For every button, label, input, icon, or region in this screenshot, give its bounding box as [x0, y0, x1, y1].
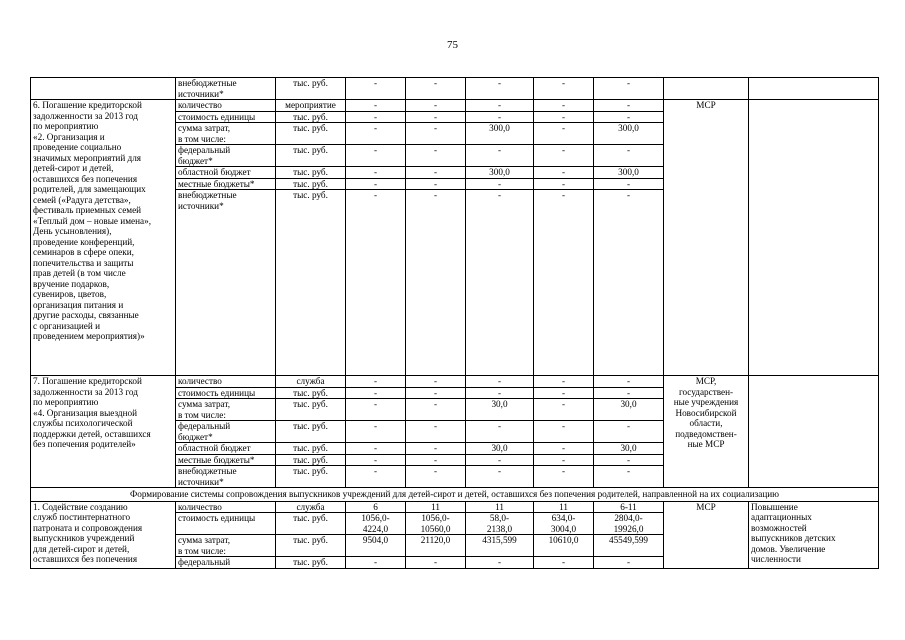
value-cell: -: [534, 78, 594, 100]
value-cell: 11: [534, 501, 594, 513]
value-cell: -: [406, 78, 466, 100]
value-cell: 10610,0: [534, 535, 594, 557]
value-cell: 9504,0: [346, 535, 406, 557]
value-cell: -: [346, 557, 406, 569]
value-cell: -: [466, 454, 534, 466]
value-cell: -: [594, 145, 664, 167]
value-cell: -: [406, 178, 466, 190]
value-cell: -: [406, 387, 466, 399]
table-row: [31, 501, 879, 513]
unit-cell: тыс. руб.: [276, 178, 346, 190]
indicator-cell: стоимость единицы: [176, 513, 276, 535]
program-activities-table: [30, 77, 879, 569]
value-cell: -: [534, 167, 594, 179]
value-cell: 6-11: [594, 501, 664, 513]
indicator-cell: стоимость единицы: [176, 111, 276, 123]
indicator-cell: местные бюджеты*: [176, 454, 276, 466]
value-cell: -: [346, 100, 406, 112]
table-row: [31, 376, 879, 388]
result-cell: [749, 376, 879, 488]
value-cell: -: [594, 387, 664, 399]
value-cell: -: [346, 178, 406, 190]
value-cell: 21120,0: [406, 535, 466, 557]
value-cell: -: [466, 466, 534, 488]
value-cell: -: [466, 387, 534, 399]
indicator-cell: внебюджетные источники*: [176, 466, 276, 488]
value-cell: -: [534, 376, 594, 388]
value-cell: 11: [466, 501, 534, 513]
value-cell: -: [534, 111, 594, 123]
value-cell: 30,0: [594, 399, 664, 421]
value-cell: -: [594, 466, 664, 488]
value-cell: -: [406, 454, 466, 466]
value-cell: 30,0: [594, 443, 664, 455]
value-cell: 6: [346, 501, 406, 513]
value-cell: 300,0: [594, 123, 664, 145]
value-cell: 11: [406, 501, 466, 513]
result-cell: [749, 78, 879, 100]
value-cell: -: [534, 190, 594, 376]
indicator-cell: сумма затрат, в том числе:: [176, 399, 276, 421]
unit-cell: тыс. руб.: [276, 78, 346, 100]
value-cell: -: [466, 557, 534, 569]
value-cell: 4315,599: [466, 535, 534, 557]
unit-cell: тыс. руб.: [276, 387, 346, 399]
table-row: [31, 78, 879, 100]
value-cell: -: [406, 399, 466, 421]
value-cell: -: [346, 466, 406, 488]
value-cell: -: [594, 557, 664, 569]
value-cell: -: [346, 78, 406, 100]
value-cell: -: [534, 123, 594, 145]
indicator-cell: количество: [176, 100, 276, 112]
value-cell: -: [594, 78, 664, 100]
value-cell: -: [594, 178, 664, 190]
indicator-cell: внебюджетные источники*: [176, 190, 276, 376]
value-cell: -: [594, 376, 664, 388]
value-cell: 58,0- 2138,0: [466, 513, 534, 535]
value-cell: -: [466, 190, 534, 376]
activity-name-cell: 6. Погашение кредиторской задолженности за 2013 год по мероприятию «2. Организация и проведение социально значимых мероприятий для детей-сирот и детей, оставшихся без попечения родителей, для замещающих семей («Радуга детства», фестиваль приемных семей «Теплый дом – новые имена», День усыновления), проведение конференций, семинаров в сфере опеки, попечительства и защиты прав детей (в том числе вручение подарков, сувениров, цветов, организация питания и другие расходы, связанные с организацией и проведением мероприятия)»: [31, 100, 176, 376]
value-cell: -: [406, 100, 466, 112]
unit-cell: тыс. руб.: [276, 466, 346, 488]
indicator-cell: федеральный бюджет*: [176, 145, 276, 167]
unit-cell: тыс. руб.: [276, 399, 346, 421]
indicator-cell: количество: [176, 376, 276, 388]
table-row: [31, 100, 879, 112]
value-cell: -: [466, 111, 534, 123]
value-cell: -: [346, 123, 406, 145]
value-cell: 1056,0- 10560,0: [406, 513, 466, 535]
indicator-cell: федеральный: [176, 557, 276, 569]
result-cell: [749, 100, 879, 376]
value-cell: -: [534, 557, 594, 569]
executor-cell: МСР: [664, 501, 749, 568]
indicator-cell: внебюджетные источники*: [176, 78, 276, 100]
value-cell: -: [346, 376, 406, 388]
indicator-cell: сумма затрат, в том числе:: [176, 123, 276, 145]
result-cell: Повышение адаптационных возможностей выпускников детских домов. Увеличение численности: [749, 501, 879, 568]
value-cell: -: [406, 557, 466, 569]
unit-cell: тыс. руб.: [276, 454, 346, 466]
value-cell: 1056,0- 4224,0: [346, 513, 406, 535]
value-cell: -: [406, 190, 466, 376]
value-cell: -: [406, 421, 466, 443]
value-cell: 634,0- 3004,0: [534, 513, 594, 535]
value-cell: 30,0: [466, 443, 534, 455]
value-cell: -: [594, 190, 664, 376]
value-cell: -: [594, 111, 664, 123]
value-cell: -: [534, 466, 594, 488]
value-cell: 2804,0- 19926,0: [594, 513, 664, 535]
value-cell: 300,0: [594, 167, 664, 179]
value-cell: -: [346, 399, 406, 421]
unit-cell: тыс. руб.: [276, 535, 346, 557]
value-cell: -: [534, 145, 594, 167]
value-cell: -: [466, 376, 534, 388]
unit-cell: тыс. руб.: [276, 513, 346, 535]
indicator-cell: областной бюджет: [176, 167, 276, 179]
value-cell: -: [534, 178, 594, 190]
executor-cell: МСР, государствен- ные учреждения Новосибирской области, подведомствен- ные МСР: [664, 376, 749, 488]
value-cell: -: [594, 454, 664, 466]
section-header-row: [31, 488, 879, 502]
page-number: 75: [447, 39, 458, 51]
executor-cell: [664, 78, 749, 100]
unit-cell: тыс. руб.: [276, 557, 346, 569]
value-cell: -: [406, 145, 466, 167]
value-cell: 30,0: [466, 399, 534, 421]
unit-cell: тыс. руб.: [276, 190, 346, 376]
unit-cell: тыс. руб.: [276, 123, 346, 145]
indicator-cell: количество: [176, 501, 276, 513]
value-cell: -: [346, 421, 406, 443]
value-cell: -: [534, 100, 594, 112]
unit-cell: тыс. руб.: [276, 443, 346, 455]
executor-cell: МСР: [664, 100, 749, 376]
value-cell: -: [466, 421, 534, 443]
unit-cell: тыс. руб.: [276, 421, 346, 443]
unit-cell: тыс. руб.: [276, 145, 346, 167]
indicator-cell: стоимость единицы: [176, 387, 276, 399]
unit-cell: тыс. руб.: [276, 167, 346, 179]
value-cell: -: [406, 123, 466, 145]
value-cell: -: [534, 421, 594, 443]
activity-name-cell: 7. Погашение кредиторской задолженности за 2013 год по мероприятию «4. Организация выездной службы психологической поддержки детей, оставшихся без попечения родителей»: [31, 376, 176, 488]
value-cell: -: [406, 376, 466, 388]
indicator-cell: местные бюджеты*: [176, 178, 276, 190]
value-cell: -: [346, 167, 406, 179]
value-cell: -: [346, 111, 406, 123]
activity-name-cell: 1. Содействие созданию служб постинтернатного патроната и сопровождения выпускников учреждений для детей-сирот и детей, оставшихся без попечения: [31, 501, 176, 568]
value-cell: -: [534, 399, 594, 421]
value-cell: -: [534, 387, 594, 399]
value-cell: 45549,599: [594, 535, 664, 557]
value-cell: -: [346, 190, 406, 376]
indicator-cell: сумма затрат, в том числе:: [176, 535, 276, 557]
value-cell: 300,0: [466, 167, 534, 179]
value-cell: -: [594, 100, 664, 112]
value-cell: -: [346, 443, 406, 455]
unit-cell: тыс. руб.: [276, 111, 346, 123]
value-cell: -: [466, 78, 534, 100]
value-cell: -: [534, 443, 594, 455]
value-cell: -: [346, 387, 406, 399]
value-cell: -: [534, 454, 594, 466]
value-cell: -: [594, 421, 664, 443]
value-cell: -: [406, 466, 466, 488]
activity-name-cell: [31, 78, 176, 100]
unit-cell: мероприятие: [276, 100, 346, 112]
value-cell: -: [466, 100, 534, 112]
value-cell: -: [346, 145, 406, 167]
section-title: Формирование системы сопровождения выпускников учреждений для детей-сирот и детей, оставшихся без попечения родителей, направленной на их социализацию: [31, 488, 879, 502]
value-cell: -: [406, 111, 466, 123]
value-cell: -: [466, 145, 534, 167]
indicator-cell: федеральный бюджет*: [176, 421, 276, 443]
value-cell: 300,0: [466, 123, 534, 145]
value-cell: -: [346, 454, 406, 466]
value-cell: -: [406, 167, 466, 179]
value-cell: -: [406, 443, 466, 455]
value-cell: -: [466, 178, 534, 190]
indicator-cell: областной бюджет: [176, 443, 276, 455]
unit-cell: служба: [276, 376, 346, 388]
unit-cell: служба: [276, 501, 346, 513]
